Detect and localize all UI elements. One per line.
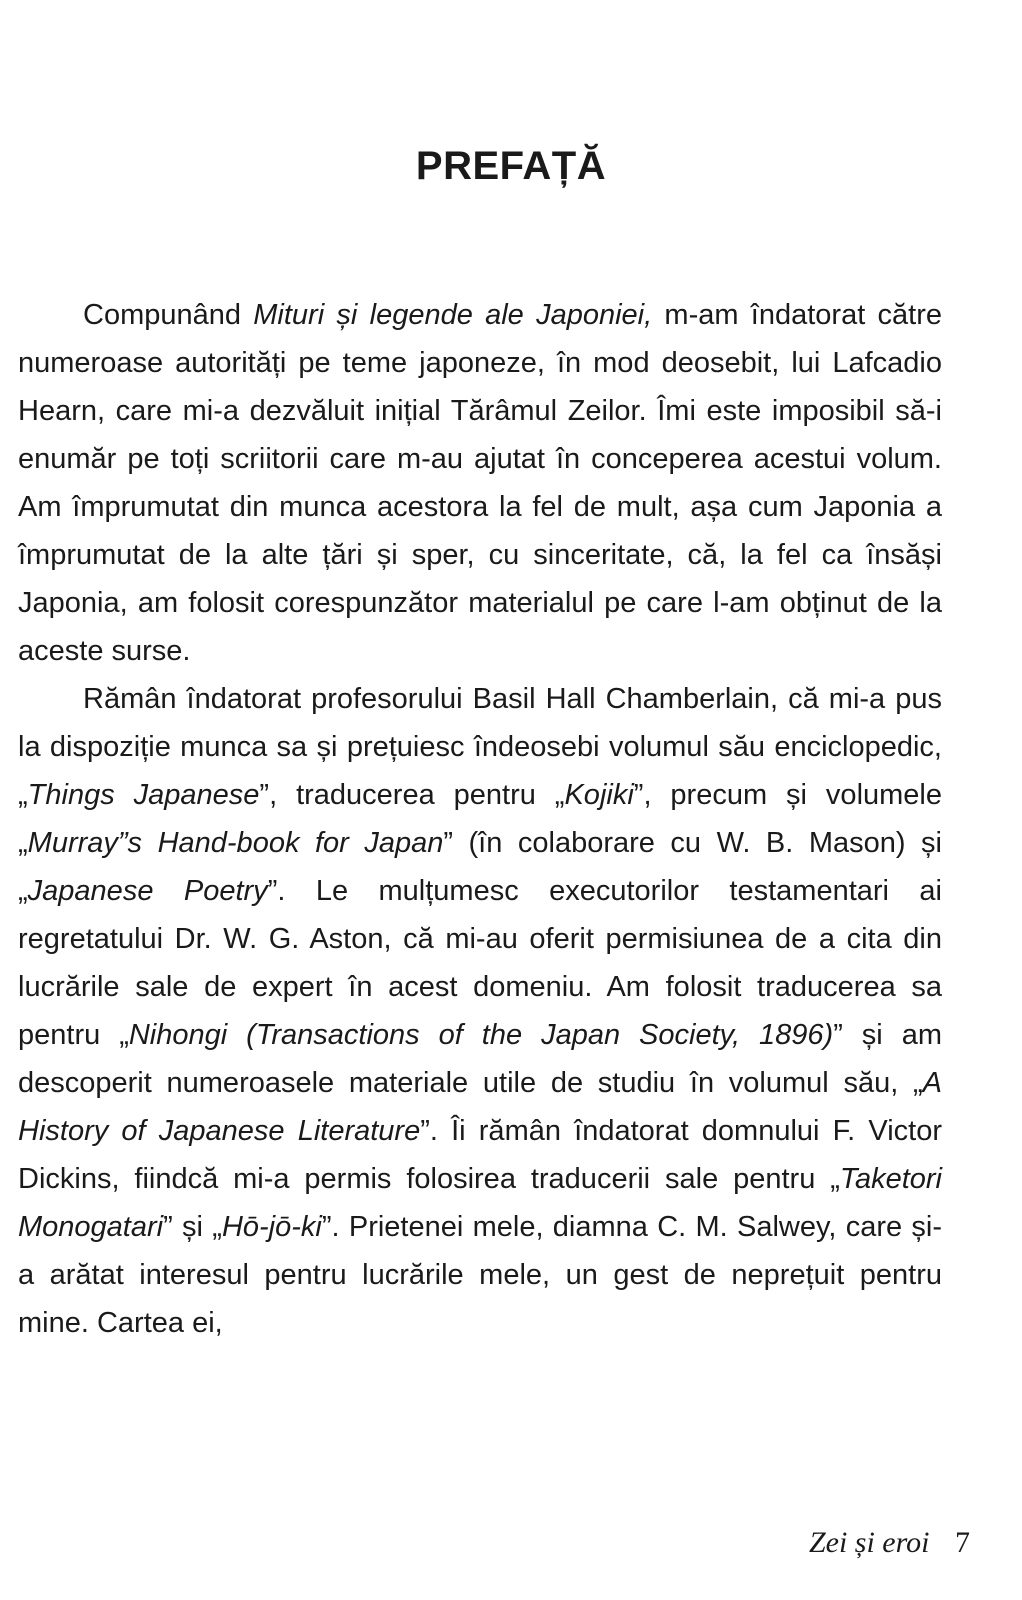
italic-title: Nihongi (Transactions of the Japan Society, 1896) xyxy=(128,1019,834,1051)
italic-title: A History of Japanese Literature xyxy=(18,1067,942,1147)
text-run: ” și am descoperit numeroasele materiale utile de studiu în volumul său, „ xyxy=(18,1019,942,1099)
text-run: ”. Îi rămân îndatorat domnului F. Victor Dickins, fiindcă mi-a permis folosirea traducerii sale pentru „ xyxy=(18,1115,942,1195)
text-run: m-am îndatorat către numeroase autorități pe teme japoneze, în mod deosebit, lui Lafcadio Hearn, care mi-a dezvăluit inițial Tărâmul Zeilor. Îmi este imposibil să-i enumăr pe toți scriitorii care m-au ajutat în conceperea acestui volum. Am împrumutat din munca acestora la fel de mult, așa cum Japonia a împrumutat de la alte țări și sper, cu sinceritate, că, la fel ca însăși Japonia, am folosit corespunzător materialul pe care l-am obținut de la aceste surse. xyxy=(18,299,942,667)
text-run: Rămân îndatorat profesorului Basil Hall Chamberlain, că mi-a pus la dispoziție munca sa și prețuiesc îndeosebi volumul său enciclopedic, „ xyxy=(18,683,942,811)
text-run: ”. Prietenei mele, diamna C. M. Salwey, care și-a arătat interesul pentru lucrările mele, un gest de neprețuit pentru mine. Cartea ei, xyxy=(18,1211,942,1339)
text-run: ”. Le mulțumesc executorilor testamentari ai regretatului Dr. W. G. Aston, că mi-au oferit permisiunea de a cita din lucrările sale de expert în acest domeniu. Am folosit traducerea sa pentru „ xyxy=(18,875,942,1051)
text-run: Compunând xyxy=(83,299,254,331)
page-footer xyxy=(809,1523,970,1563)
italic-title: Things Japanese xyxy=(27,779,260,811)
running-title: Zei și eroi xyxy=(808,1526,930,1559)
preface-body xyxy=(18,291,942,1347)
text-run: ”, traducerea pentru „ xyxy=(259,779,565,811)
text-run: ” și „ xyxy=(163,1211,222,1243)
paragraph xyxy=(18,291,942,675)
italic-title: Japanese Poetry xyxy=(27,875,268,907)
italic-title: Kojiki xyxy=(564,779,634,811)
paragraph xyxy=(18,675,942,1347)
italic-title: Mituri și legende ale Japoniei, xyxy=(253,299,653,331)
text-run: ” (în colaborare cu W. B. Mason) și „ xyxy=(18,827,942,907)
italic-title: Murray”s Hand-book for Japan xyxy=(27,827,444,859)
page-title: PREFAȚĂ xyxy=(415,144,607,188)
page-number: 7 xyxy=(955,1526,970,1559)
italic-title: Taketori Monogatari xyxy=(18,1163,942,1243)
italic-title: Hō-jō-ki xyxy=(221,1211,322,1243)
text-run: ”, precum și volumele „ xyxy=(18,779,942,859)
